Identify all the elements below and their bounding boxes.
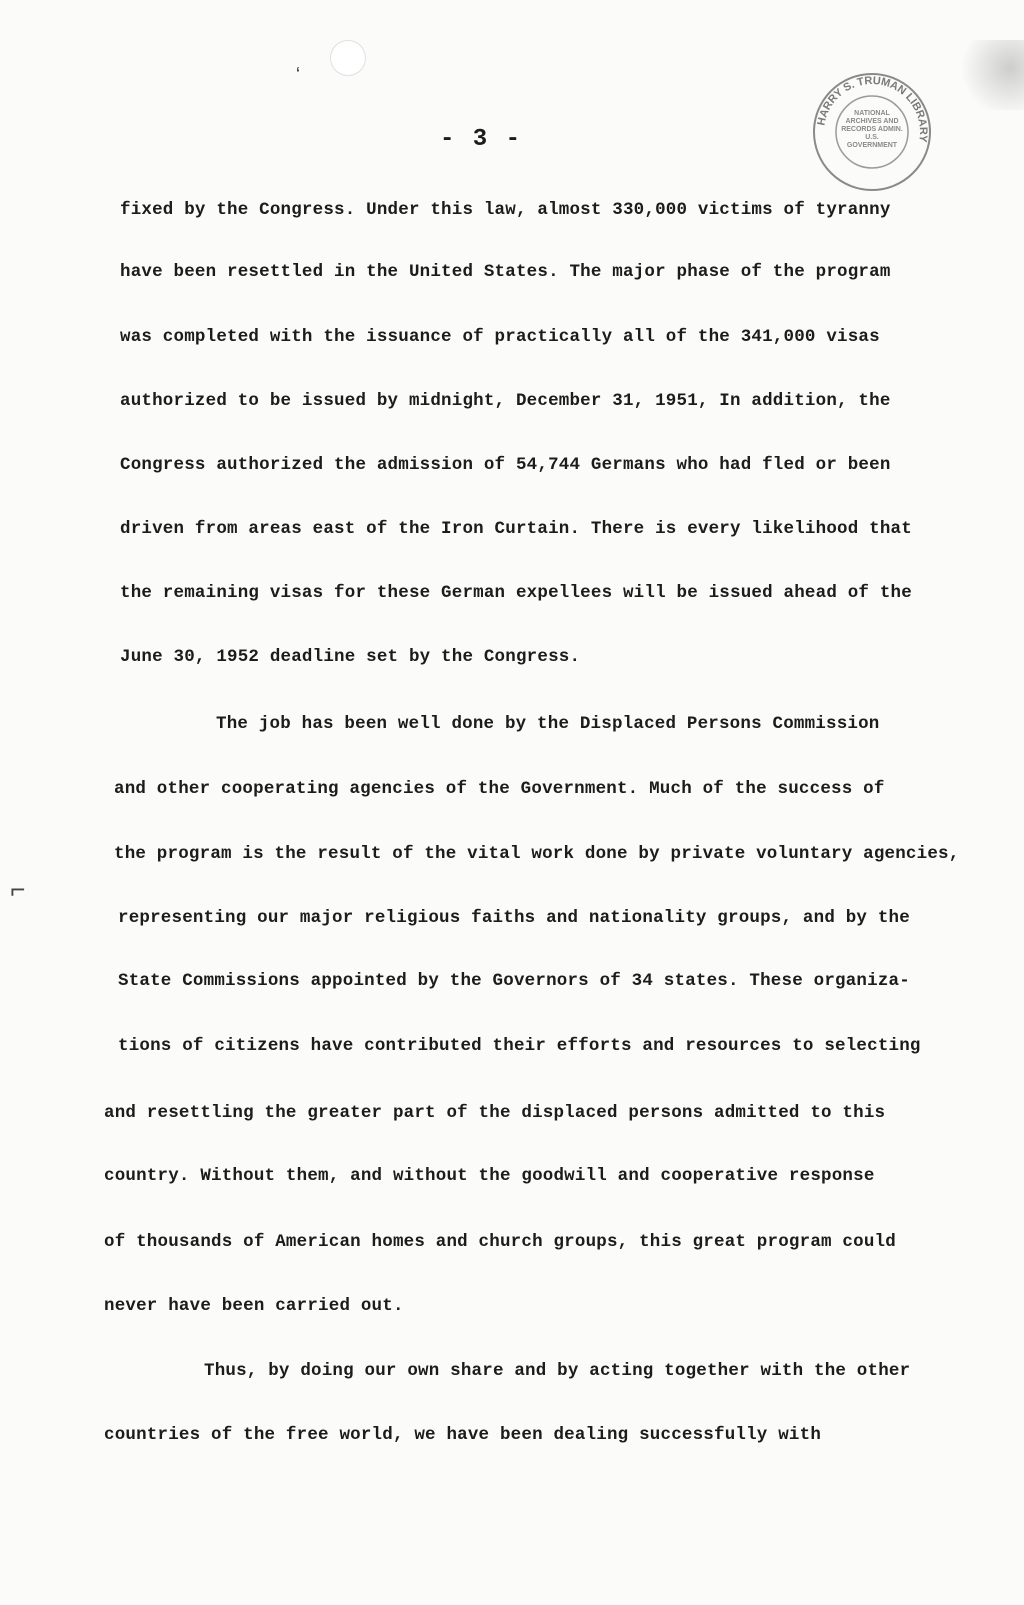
body-line: countries of the free world, we have been dealing successfully with (104, 1425, 822, 1445)
body-line: tions of citizens have contributed their efforts and resources to selecting (118, 1036, 921, 1056)
body-line: authorized to be issued by midnight, December 31, 1951, In addition, the (120, 391, 891, 411)
body-line: State Commissions appointed by the Governors of 34 states. These organiza- (118, 971, 910, 991)
stamp-inner-text: NATIONAL ARCHIVES AND RECORDS ADMIN. U.S. GOVERNMENT (841, 110, 903, 149)
body-line: the remaining visas for these German expellees will be issued ahead of the (120, 583, 912, 603)
stamp-outer-text: HARRY S. TRUMAN LIBRARY (815, 74, 930, 143)
body-line: the program is the result of the vital work done by private voluntary agencies, (114, 844, 960, 864)
body-line: Congress authorized the admission of 54,744 Germans who had fled or been (120, 455, 891, 475)
body-line: have been resettled in the United States. The major phase of the program (120, 262, 891, 282)
edge-smudge (954, 40, 1024, 110)
tick-mark: ʻ (292, 66, 305, 89)
body-line: and other cooperating agencies of the Government. Much of the success of (114, 779, 885, 799)
body-line: fixed by the Congress. Under this law, almost 330,000 victims of tyranny (120, 200, 891, 220)
archive-stamp-icon (810, 70, 934, 194)
margin-mark: ⌐ (10, 876, 26, 906)
body-line: country. Without them, and without the goodwill and cooperative response (104, 1166, 875, 1186)
body-line: representing our major religious faiths and nationality groups, and by the (118, 908, 910, 928)
body-line: driven from areas east of the Iron Curtain. There is every likelihood that (120, 519, 912, 539)
body-line: was completed with the issuance of practically all of the 341,000 visas (120, 327, 880, 347)
punch-hole (330, 40, 366, 76)
body-line: and resettling the greater part of the displaced persons admitted to this (104, 1103, 886, 1123)
page-number: - 3 - (440, 126, 523, 153)
body-line: Thus, by doing our own share and by acting together with the other (204, 1361, 911, 1381)
body-line: June 30, 1952 deadline set by the Congress. (120, 647, 581, 667)
body-line: The job has been well done by the Displaced Persons Commission (216, 714, 880, 734)
body-line: of thousands of American homes and church groups, this great program could (104, 1232, 896, 1252)
body-line: never have been carried out. (104, 1296, 404, 1316)
